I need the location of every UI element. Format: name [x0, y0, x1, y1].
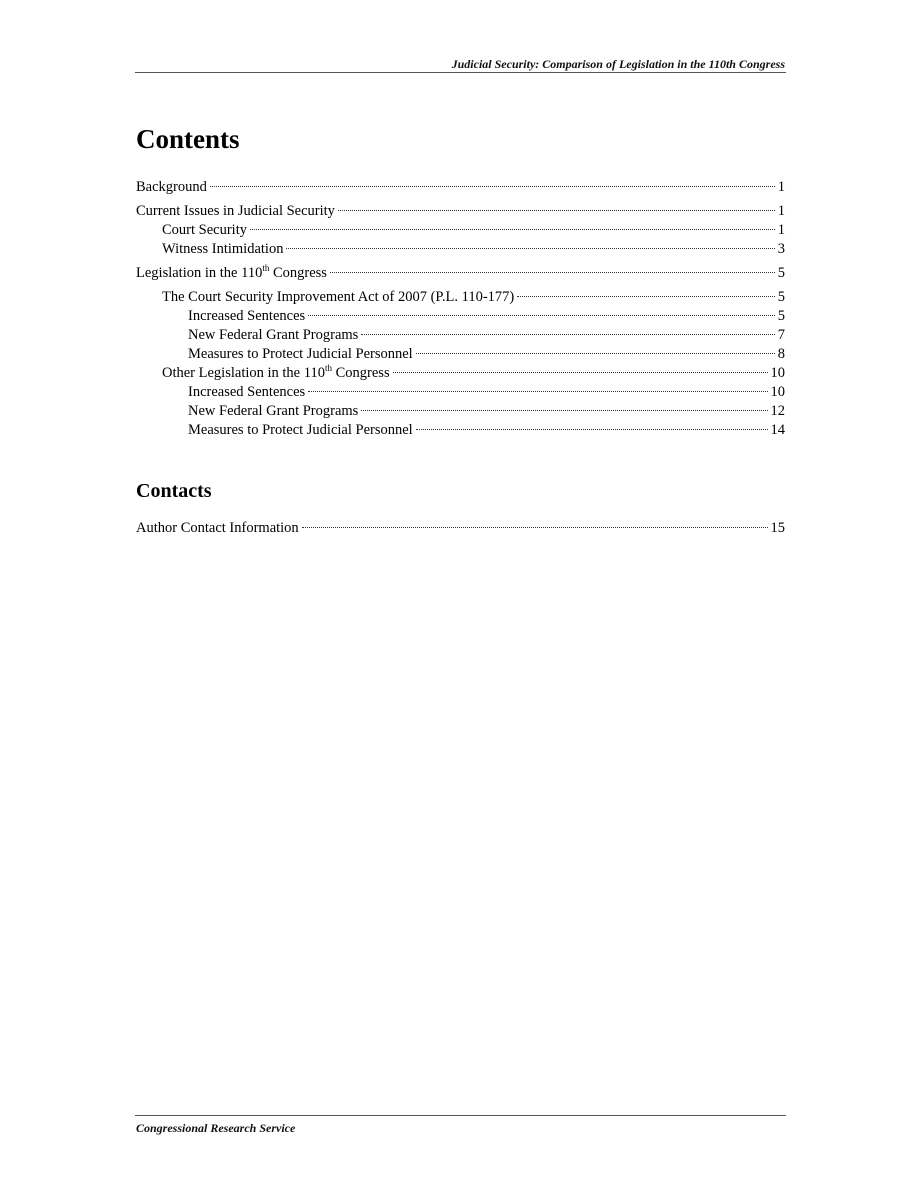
header-rule — [135, 72, 786, 73]
footer-publisher: Congressional Research Service — [136, 1121, 296, 1135]
dot-leader — [361, 334, 774, 335]
toc-page-number: 8 — [777, 346, 785, 362]
toc-entry-label: Legislation in the 110th Congress — [136, 263, 327, 281]
running-header: Judicial Security: Comparison of Legislation in the 110th Congress — [451, 57, 785, 71]
toc-page-number: 10 — [770, 365, 785, 381]
toc-entry-measures-protect-personnel[interactable] — [136, 421, 785, 440]
toc-page-number: 10 — [770, 384, 785, 400]
toc-entry-label: New Federal Grant Programs — [188, 403, 359, 419]
toc-page-number: 1 — [777, 179, 785, 195]
dot-leader — [338, 210, 775, 211]
toc-page-number: 12 — [770, 403, 785, 419]
toc-entry-label: The Court Security Improvement Act of 2007 (P.L. 110-177) — [162, 289, 515, 305]
toc-entry-current-issues[interactable] — [136, 202, 785, 221]
toc-entry-increased-sentences[interactable] — [136, 307, 785, 326]
toc-page-number: 14 — [770, 422, 785, 438]
dot-leader — [308, 391, 767, 392]
dot-leader — [250, 229, 775, 230]
toc-page-number: 5 — [777, 265, 785, 281]
dot-leader — [302, 527, 768, 528]
toc-page-number: 1 — [777, 203, 785, 219]
dot-leader — [361, 410, 767, 411]
toc-entry-label: New Federal Grant Programs — [188, 327, 359, 343]
toc-entry-legislation-110th[interactable] — [136, 264, 785, 283]
contacts-title: Contacts — [136, 480, 212, 502]
toc-entry-label: Increased Sentences — [188, 384, 306, 400]
dot-leader — [416, 353, 775, 354]
toc-entry-label: Court Security — [162, 222, 247, 238]
toc-entry-other-legislation-110th[interactable] — [136, 364, 785, 383]
toc-entry-witness-intimidation[interactable] — [136, 240, 785, 259]
toc-entry-background[interactable] — [136, 178, 785, 197]
toc-entry-label: Current Issues in Judicial Security — [136, 203, 335, 219]
dot-leader — [308, 315, 775, 316]
toc-page-number: 5 — [777, 308, 785, 324]
toc-entry-court-security[interactable] — [136, 221, 785, 240]
dot-leader — [393, 372, 768, 373]
contents-title: Contents — [136, 124, 240, 154]
dot-leader — [210, 186, 775, 187]
dot-leader — [517, 296, 775, 297]
contacts-list — [136, 519, 785, 538]
toc-entry-label: Other Legislation in the 110th Congress — [162, 363, 390, 381]
toc-entry-court-security-act[interactable] — [136, 288, 785, 307]
toc-entry-new-federal-grant-programs[interactable] — [136, 402, 785, 421]
dot-leader — [286, 248, 774, 249]
dot-leader — [416, 429, 768, 430]
toc-entry-label: Increased Sentences — [188, 308, 306, 324]
toc-entry-author-contact[interactable] — [136, 519, 785, 538]
toc-page-number: 7 — [777, 327, 785, 343]
toc-entry-label: Author Contact Information — [136, 520, 299, 536]
toc-page-number: 5 — [777, 289, 785, 305]
toc-entry-new-federal-grant-programs[interactable] — [136, 326, 785, 345]
toc-entry-measures-protect-personnel[interactable] — [136, 345, 785, 364]
toc-page-number: 3 — [777, 241, 785, 257]
toc-entry-increased-sentences[interactable] — [136, 383, 785, 402]
table-of-contents — [136, 178, 785, 440]
toc-page-number: 15 — [770, 520, 785, 536]
footer-rule — [135, 1115, 786, 1116]
toc-entry-label: Measures to Protect Judicial Personnel — [188, 346, 413, 362]
toc-page-number: 1 — [777, 222, 785, 238]
toc-entry-label: Witness Intimidation — [162, 241, 284, 257]
dot-leader — [330, 272, 775, 273]
toc-entry-label: Measures to Protect Judicial Personnel — [188, 422, 413, 438]
toc-entry-label: Background — [136, 179, 207, 195]
